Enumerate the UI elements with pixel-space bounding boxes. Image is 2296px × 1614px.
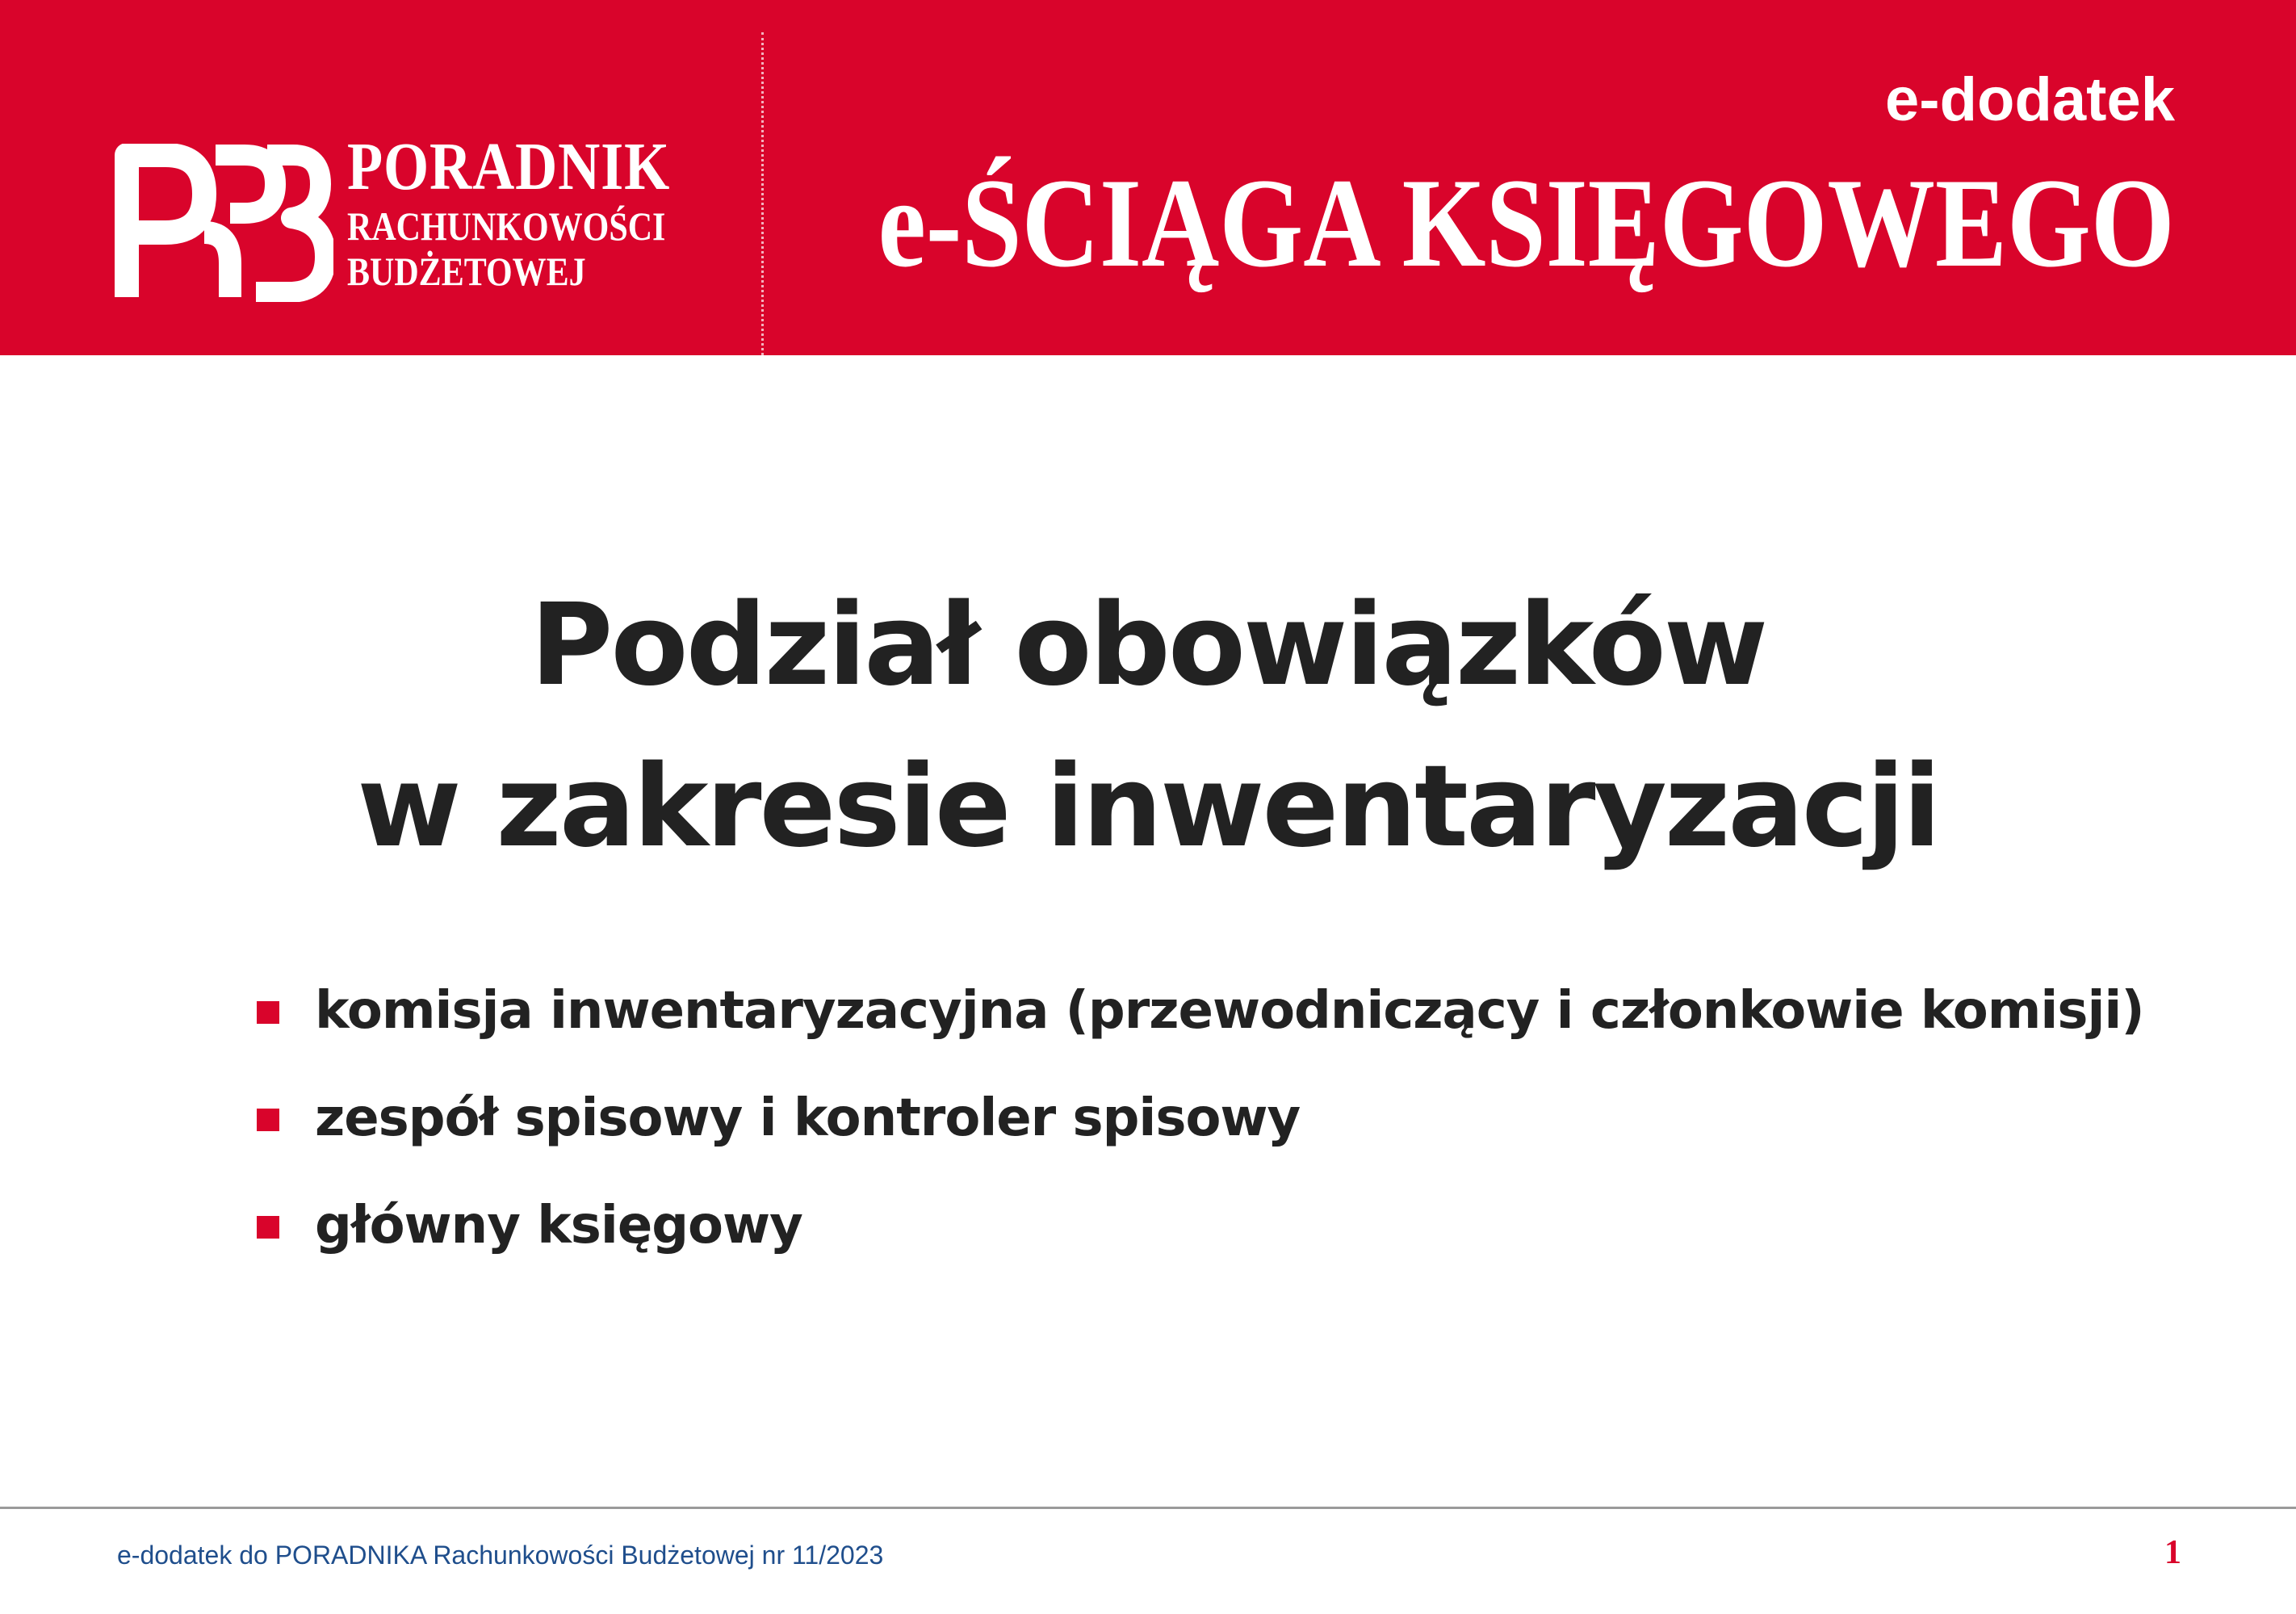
footer-divider <box>0 1507 2296 1509</box>
page-number: 1 <box>2164 1534 2181 1571</box>
document-title-line1: Podział obowiązków <box>530 580 1766 711</box>
list-item-text: komisja inwentaryzacyjna (przewodniczący i członkowie komisji) <box>315 981 2144 1041</box>
header-banner <box>0 0 2296 355</box>
logo-wordmark <box>347 129 726 294</box>
list-item-text: główny księgowy <box>315 1196 802 1256</box>
list-item-text: zespół spisowy i kontroler spisowy <box>315 1088 1301 1148</box>
supplement-label: e-dodatek <box>1885 65 2175 134</box>
header-divider <box>761 32 764 355</box>
footer-text: e-dodatek do PORADNIKA Rachunkowości Budżetowej nr 11/2023 <box>117 1541 884 1570</box>
bullet-square-icon <box>257 1001 279 1024</box>
publication-title: e-ŚCIĄGA KSIĘGOWEGO <box>878 153 2175 294</box>
logo-name-line3: BUDŻETOWEJ <box>347 249 586 294</box>
document-title-line2: w zakresie inwentaryzacji <box>357 741 1939 873</box>
logo-name-line1: PORADNIK <box>347 129 671 204</box>
prb-logo-mark <box>109 144 333 302</box>
bullet-square-icon <box>257 1109 279 1131</box>
document-title <box>0 565 2296 888</box>
logo-name-line2: RACHUNKOWOŚCI <box>347 203 666 249</box>
bullet-square-icon <box>257 1216 279 1239</box>
